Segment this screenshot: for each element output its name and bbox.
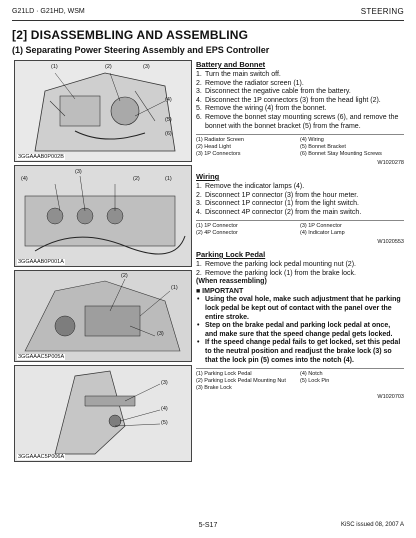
figure-3-callout: (2) <box>121 273 128 279</box>
legend-item: (6) Bonnet Stay Mounting Screws <box>300 151 382 158</box>
section-title: [2] DISASSEMBLING AND ASSEMBLING <box>12 28 249 42</box>
step-text: Remove the wiring (4) from the bonnet. <box>205 105 327 113</box>
figure-caption: 3GGAAAB0P001A <box>18 259 64 265</box>
wiring-block <box>196 172 404 245</box>
when-reassembling: (When reassembling) <box>196 278 267 286</box>
parking-lock-title: Parking Lock Pedal <box>196 250 266 259</box>
legend-item: (1) Radiator Screen <box>196 137 244 144</box>
legend-item: (1) Parking Lock Pedal <box>196 371 252 378</box>
figure-1-callout: (2) <box>105 64 112 70</box>
figure-caption: 3GGAAAC5P005A <box>18 354 65 360</box>
figure-2-callout: (2) <box>133 176 140 182</box>
step-item: 3. Disconnect the negative cable from the battery. <box>196 88 351 96</box>
figure-parking-lock-2 <box>14 365 192 462</box>
important-text: If the speed change pedal fails to get locked, set this pedal to the neutral position and readjust the brake lock (3) so that the lock pin (5) comes into the notch (4). <box>205 339 401 364</box>
step-item: 1. Remove the indicator lamps (4). <box>196 183 305 190</box>
figure-3-callout: (1) <box>171 285 178 291</box>
figure-wiring <box>14 165 192 267</box>
step-item: 1. Turn the main switch off. <box>196 71 281 78</box>
legend-item: (2) 4P Connector <box>196 230 238 237</box>
legend-item: (2) Parking Lock Pedal Mounting Nut <box>196 378 286 385</box>
important-item: • Step on the brake pedal and parking lock pedal at once, and make sure that the speed change pedal gets locked. <box>197 322 393 338</box>
important-item: • Using the oval hole, make such adjustment that he parking lock pedal be kept out of contact with the panel over the entire stroke. <box>197 296 401 321</box>
figure-1-callout: (6) <box>165 131 172 137</box>
header-rule <box>12 20 404 21</box>
legend-item: (3) Brake Lock <box>196 385 232 392</box>
issued-note: KiSC issued 08, 2007 A <box>340 522 404 528</box>
step-item: 5. Remove the wiring (4) from the bonnet. <box>196 105 327 113</box>
legend-item: (4) Wiring <box>300 137 324 144</box>
figure-3-callout: (3) <box>157 331 164 337</box>
figure-4-callout: (3) <box>161 380 168 386</box>
legend-item: (4) Notch <box>300 371 323 378</box>
step-item: 2. Remove the parking lock (1) from the brake lock. <box>196 269 356 277</box>
figure-1-callout: (5) <box>165 117 172 123</box>
legend-item: (4) Indicator Lamp <box>300 230 345 237</box>
important-list <box>196 296 404 365</box>
reference-code: W1020278 <box>377 160 404 167</box>
legend-item: (1) 1P Connector <box>196 223 238 230</box>
figure-4-callout: (4) <box>161 406 168 412</box>
step-text: Remove the bonnet stay mounting screws (6), and remove the bonnet with the bonnet bracket (5) from the frame. <box>205 113 399 130</box>
legend-item <box>300 385 404 392</box>
step-text: Disconnect 1P connector (1) from the light switch. <box>205 200 359 208</box>
figure-1-callout: (4) <box>165 97 172 103</box>
legend-item: (3) 1P Connector <box>300 223 342 230</box>
figure-1-callout: (1) <box>51 64 58 70</box>
figure-caption: 3GGAAAC5P006A <box>18 454 65 460</box>
important-text: Using the oval hole, make such adjustment that he parking lock pedal be kept out of contact with the panel over the entire stroke. <box>205 296 401 321</box>
figure-2-callout: (4) <box>21 176 28 182</box>
battery-bonnet-illustration <box>15 61 191 161</box>
step-text: Turn the main switch off. <box>205 71 281 78</box>
legend-item: (5) Lock Pin <box>300 378 330 385</box>
step-text: Remove the indicator lamps (4). <box>205 183 305 190</box>
step-item: 2. Disconnect 1P connector (3) from the hour meter. <box>196 191 359 199</box>
step-text: Disconnect 1P connector (3) from the hour meter. <box>205 191 359 199</box>
reference-code: W1020553 <box>377 239 404 246</box>
step-item: 6. Remove the bonnet stay mounting screws (6), and remove the bonnet with the bonnet bracket (5) from the frame. <box>196 113 399 130</box>
legend-item: (5) Bonnet Bracket <box>300 144 346 151</box>
step-item: 3. Disconnect 1P connector (1) from the light switch. <box>196 200 359 208</box>
important-text: Step on the brake pedal and parking lock pedal at once, and make sure that the speed change pedal gets locked. <box>205 322 393 338</box>
battery-bonnet-title: Battery and Bonnet <box>196 60 266 69</box>
step-item: 2. Remove the radiator screen (1). <box>196 79 304 87</box>
step-item: 4. Disconnect the 1P connectors (3) from the head light (2). <box>196 96 381 104</box>
step-item: 4. Disconnect 4P connector (2) from the main switch. <box>196 208 362 216</box>
parking-lock-illustration-1 <box>15 271 191 361</box>
header-models: G21LD · G21HD, WSM <box>12 8 85 15</box>
figure-1-callout: (3) <box>143 64 150 70</box>
wiring-title: Wiring <box>196 172 220 181</box>
figure-parking-lock-1 <box>14 270 192 362</box>
important-item: • If the speed change pedal fails to get locked, set this pedal to the neutral position and readjust the brake lock (3) so that the lock pin (5) comes into the notch (4). <box>197 339 401 364</box>
battery-bonnet-steps <box>196 71 404 131</box>
legend-item: (3) 1P Connectors <box>196 151 241 158</box>
figure-4-callout: (5) <box>161 420 168 426</box>
parking-lock-legend <box>196 368 404 392</box>
battery-bonnet-block <box>196 60 404 166</box>
step-text: Remove the radiator screen (1). <box>205 79 304 87</box>
legend-item: (2) Head Light <box>196 144 231 151</box>
step-text: Remove the parking lock pedal mounting nut (2). <box>205 261 356 268</box>
figure-battery-bonnet <box>14 60 192 162</box>
step-text: Disconnect 4P connector (2) from the main switch. <box>205 208 362 216</box>
wiring-steps <box>196 183 404 217</box>
step-text: Disconnect the negative cable from the battery. <box>205 88 351 96</box>
header-section: STEERING <box>360 7 404 16</box>
reference-code: W1020703 <box>377 394 404 401</box>
page-number: 5-S17 <box>198 522 218 529</box>
parking-lock-steps <box>196 261 404 278</box>
figure-caption: 3GGAAAB0P002B <box>18 154 64 160</box>
figure-2-callout: (1) <box>165 176 172 182</box>
parking-lock-block <box>196 250 404 400</box>
figure-2-callout: (3) <box>75 169 82 175</box>
wiring-legend <box>196 220 404 237</box>
battery-bonnet-legend <box>196 134 404 158</box>
subsection-title: (1) Separating Power Steering Assembly and EPS Controller <box>12 45 270 55</box>
step-text: Remove the parking lock (1) from the brake lock. <box>205 269 356 277</box>
important-heading: ■ IMPORTANT <box>196 287 244 295</box>
step-text: Disconnect the 1P connectors (3) from the head light (2). <box>205 96 381 104</box>
step-item: 1. Remove the parking lock pedal mounting nut (2). <box>196 261 356 268</box>
